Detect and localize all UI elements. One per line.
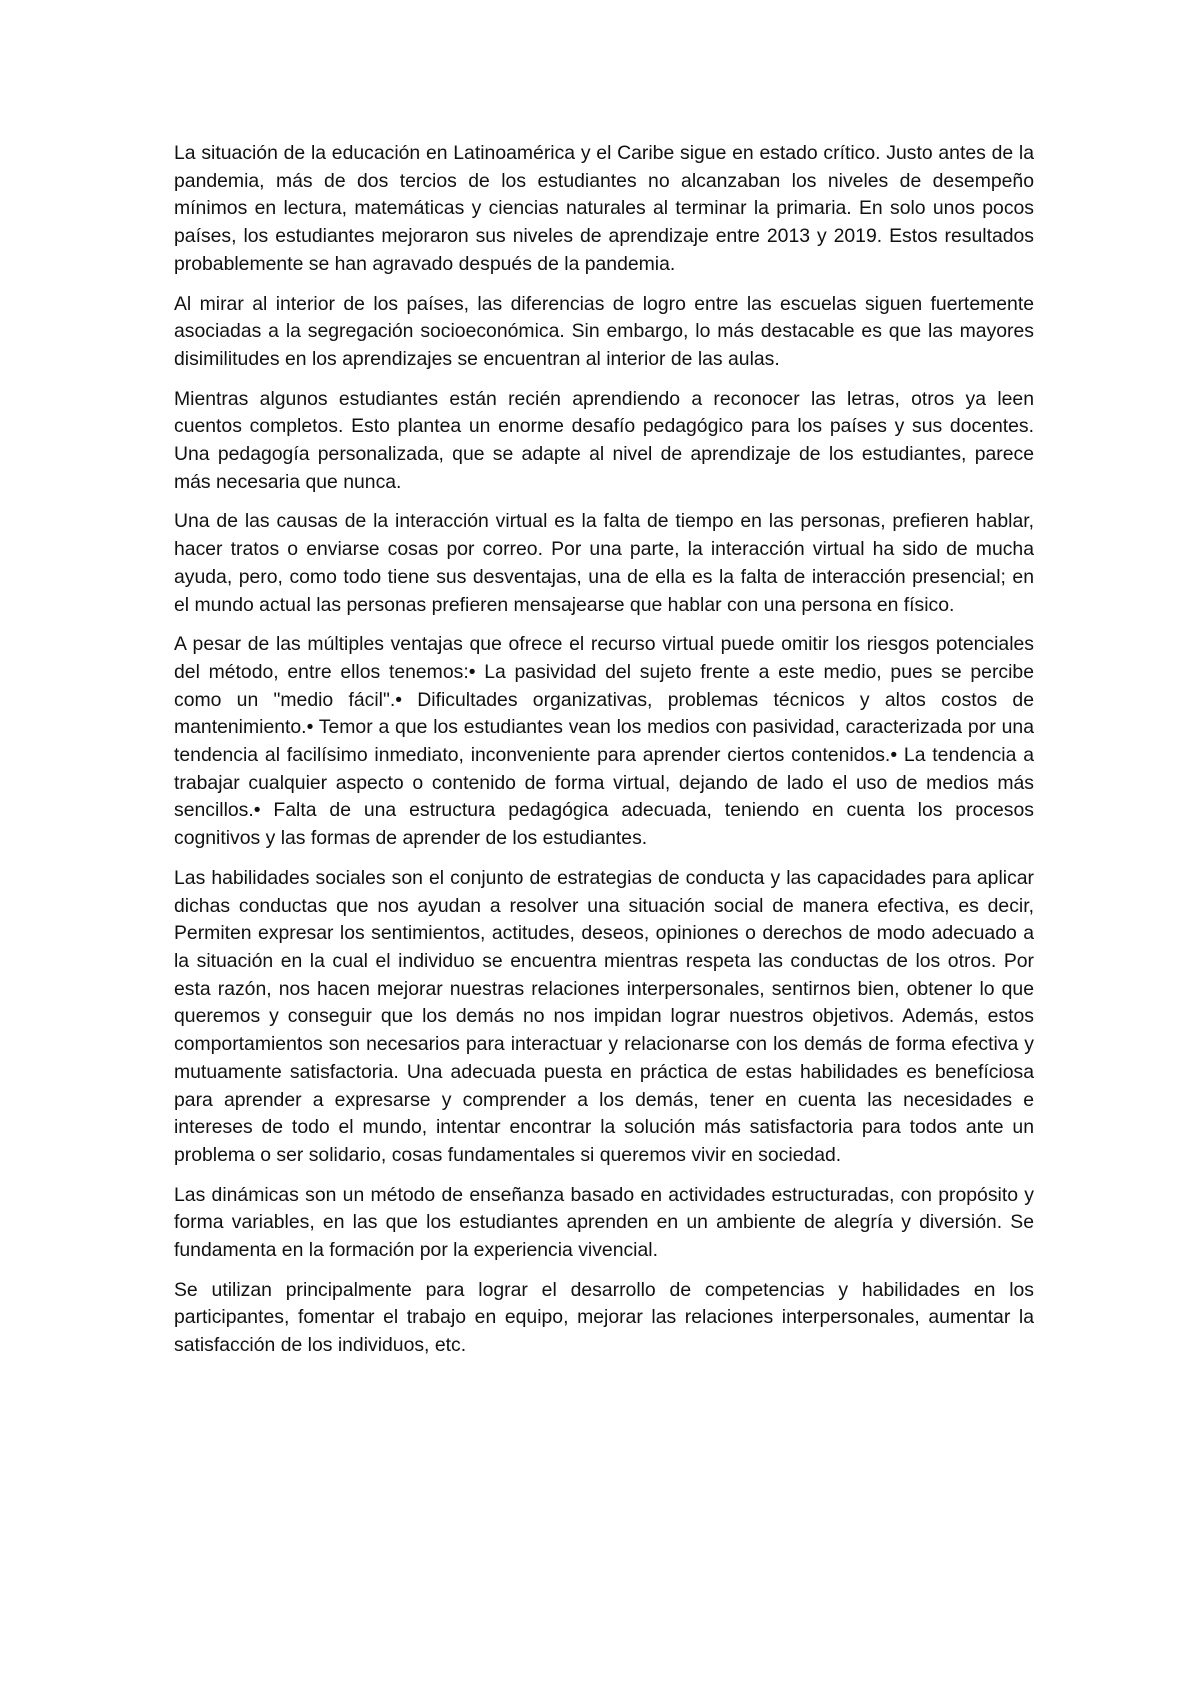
paragraph-dynamics-purpose: Se utilizan principalmente para lograr el desarrollo de competencias y habilidades en los participantes, fomentar el trabajo en equipo, mejorar las relaciones interpersonales, aumentar la satisfacción de los individuos, etc. [174, 1278, 1034, 1357]
paragraph-virtual-risks: A pesar de las múltiples ventajas que ofrece el recurso virtual puede omitir los riesgos potenciales del método, entre ellos tenemos:• La pasividad del sujeto frente a este medio, pues se percibe como un "medio fácil".• Dificultades organizativas, problemas técnicos y altos costos de mantenimiento.• Temor a que los estudiantes vean los medios con pasividad, caracterizada por una tendencia al facilísimo inmediato, inconveniente para aprender ciertos contenidos.• La tendencia a trabajar cualquier aspecto o contenido de forma virtual, dejando de lado el uso de medios más sencillos.• Falta de una estructura pedagógica adecuada, teniendo en cuenta los procesos cognitivos y las formas de aprender de los estudiantes. [174, 633, 1034, 850]
paragraph-social-skills: Las habilidades sociales son el conjunto de estrategias de conducta y las capacidades para aplicar dichas conductas que nos ayudan a resolver una situación social de manera efectiva, es decir, Permiten expresar los sentimientos, actitudes, deseos, opiniones o derechos de modo adecuado a la situación en la cual el individuo se encuentra mientras respeta las conductas de los otros. Por esta razón, nos hacen mejorar nuestras relaciones interpersonales, sentirnos bien, obtener lo que queremos y conseguir que los demás no nos impidan lograr nuestros objetivos. Además, estos comportamientos son necesarios para interactuar y relacionarse con los demás de forma efectiva y mutuamente satisfactoria. Una adecuada puesta en práctica de estas habilidades es benefíciosa para aprender a expresarse y comprender a los demás, tener en cuenta las necesidades e intereses de todo el mundo, intentar encontrar la solución más satisfactoria para todos ante un problema o ser solidario, cosas fundamentales si queremos vivir en sociedad. [174, 866, 1034, 1166]
document-body [174, 140, 1034, 1372]
paragraph-education-situation: La situación de la educación en Latinoamérica y el Caribe sigue en estado crítico. Justo antes de la pandemia, más de dos tercios de los estudiantes no alcanzaban los niveles de desempeño mínimos en lectura, matemáticas y ciencias naturales al terminar la primaria. En solo unos pocos países, los estudiantes mejoraron sus niveles de aprendizaje entre 2013 y 2019. Estos resultados probablemente se han agravado después de la pandemia. [174, 142, 1034, 275]
paragraph-socioeconomic-segregation: Al mirar al interior de los países, las diferencias de logro entre las escuelas siguen fuertemente asociadas a la segregación socioeconómica. Sin embargo, lo más destacable es que las mayores disimilitudes en los aprendizajes se encuentran al interior de las aulas. [174, 292, 1034, 370]
paragraph-pedagogical-challenge: Mientras algunos estudiantes están recién aprendiendo a reconocer las letras, otros ya leen cuentos completos. Esto plantea un enorme desafío pedagógico para los países y sus docentes. Una pedagogía personalizada, que se adapte al nivel de aprendizaje de los estudiantes, parece más necesaria que nunca. [174, 387, 1034, 493]
paragraph-virtual-interaction: Una de las causas de la interacción virtual es la falta de tiempo en las personas, prefieren hablar, hacer tratos o enviarse cosas por correo. Por una parte, la interacción virtual ha sido de mucha ayuda, pero, como todo tiene sus desventajas, una de ella es la falta de interacción presencial; en el mundo actual las personas prefieren mensajearse que hablar con una persona en físico. [174, 510, 1034, 616]
paragraph-dynamics-definition: Las dinámicas son un método de enseñanza basado en actividades estructuradas, con propósito y forma variables, en las que los estudiantes aprenden en un ambiente de alegría y diversión. Se fundamenta en la formación por la experiencia vivencial. [174, 1183, 1034, 1262]
